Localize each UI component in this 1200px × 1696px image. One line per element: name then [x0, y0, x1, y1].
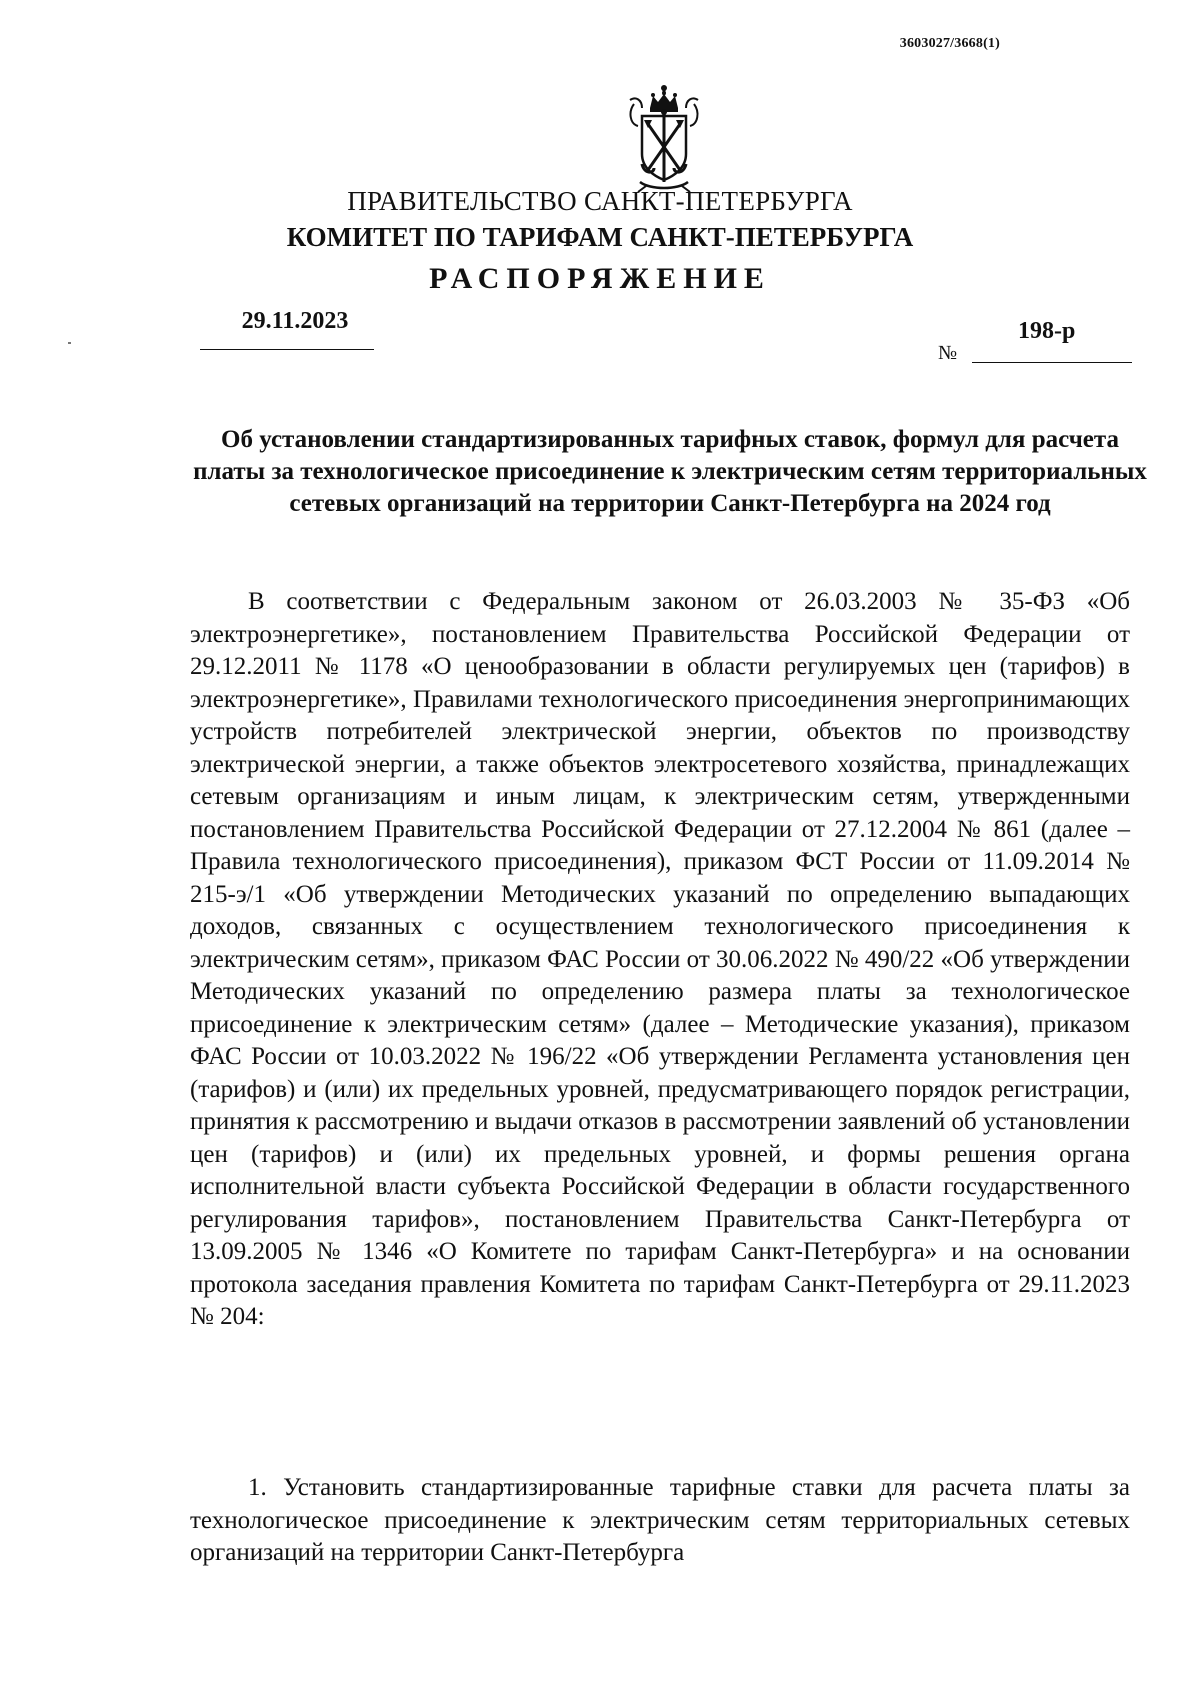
document-date: 29.11.2023: [241, 308, 349, 334]
date-underline: [200, 349, 374, 350]
number-underline: [972, 362, 1132, 363]
document-type-title: РАСПОРЯЖЕНИЕ: [429, 262, 771, 295]
preamble-paragraph: В соответствии с Федеральным законом от 26.03.2003 № 35-ФЗ «Об электроэнергетике», постановлением Правительства Российской Федерации от 29.12.2011 № 1178 «О ценообразовании в области регулируемых цен (тарифов) в электроэнергетике», Правилами технологического присоединения энергопринимающих устройств потребителей электрической энергии, объектов по производству электрической энергии, а также объектов электросетевого хозяйства, принадлежащих сетевым организациям и иным лицам, к электрическим сетям, утвержденными постановлением Правительства Российской Федерации от 27.12.2004 № 861 (далее – Правила технологического присоединения), приказом ФСТ России от 11.09.2014 № 215-э/1 «Об утверждении Методических указаний по определению выпадающих доходов, связанных с осуществлением технологического присоединения к электрическим сетям», приказом ФАС России от 30.06.2022 № 490/22 «Об утверждении Методических указаний по определению размера платы за технологическое присоединение к электрическим сетям» (далее – Методические указания), приказом ФАС России от 10.03.2022 № 196/22 «Об утверждении Регламента установления цен (тарифов) и (или) их предельных уровней, предусматривающего порядок регистрации, принятия к рассмотрению и выдачи отказов в рассмотрении заявлений об установлении цен (тарифов) и (или) их предельных уровней, и формы решения органа исполнительной власти субъекта Российской Федерации в области государственного регулирования тарифов», постановлением Правительства Санкт-Петербурга от 13.09.2005 № 1346 «О Комитете по тарифам Санкт-Петербурга» и на основании протокола заседания правления Комитета по тарифам Санкт-Петербурга от 29.11.2023 № 204:: [190, 588, 1130, 1330]
document-number: 198-р: [1018, 318, 1076, 344]
number-label: №: [938, 342, 958, 364]
government-name: ПРАВИТЕЛЬСТВО САНКТ-ПЕТЕРБУРГА: [347, 186, 853, 216]
committee-name: КОМИТЕТ ПО ТАРИФАМ САНКТ-ПЕТЕРБУРГА: [286, 222, 914, 252]
item-1-paragraph: 1. Установить стандартизированные тарифные ставки для расчета платы за технологическое присоединение к электрическим сетям территориальных сетевых организаций на территории Санкт-Петербурга: [190, 1474, 1130, 1566]
document-code: 3603027/3668(1): [899, 36, 1000, 51]
saint-petersburg-coat-of-arms-icon: [620, 82, 708, 194]
document-date-field: [200, 308, 380, 350]
document-subject: Об установлении стандартизированных тарифных ставок, формул для расчета платы за технологическое присоединение к электрическим сетям территориальных сетевых организаций на территории Санкт-Петербурга на 2024 год: [193, 426, 1147, 517]
scan-speck: [68, 342, 71, 344]
